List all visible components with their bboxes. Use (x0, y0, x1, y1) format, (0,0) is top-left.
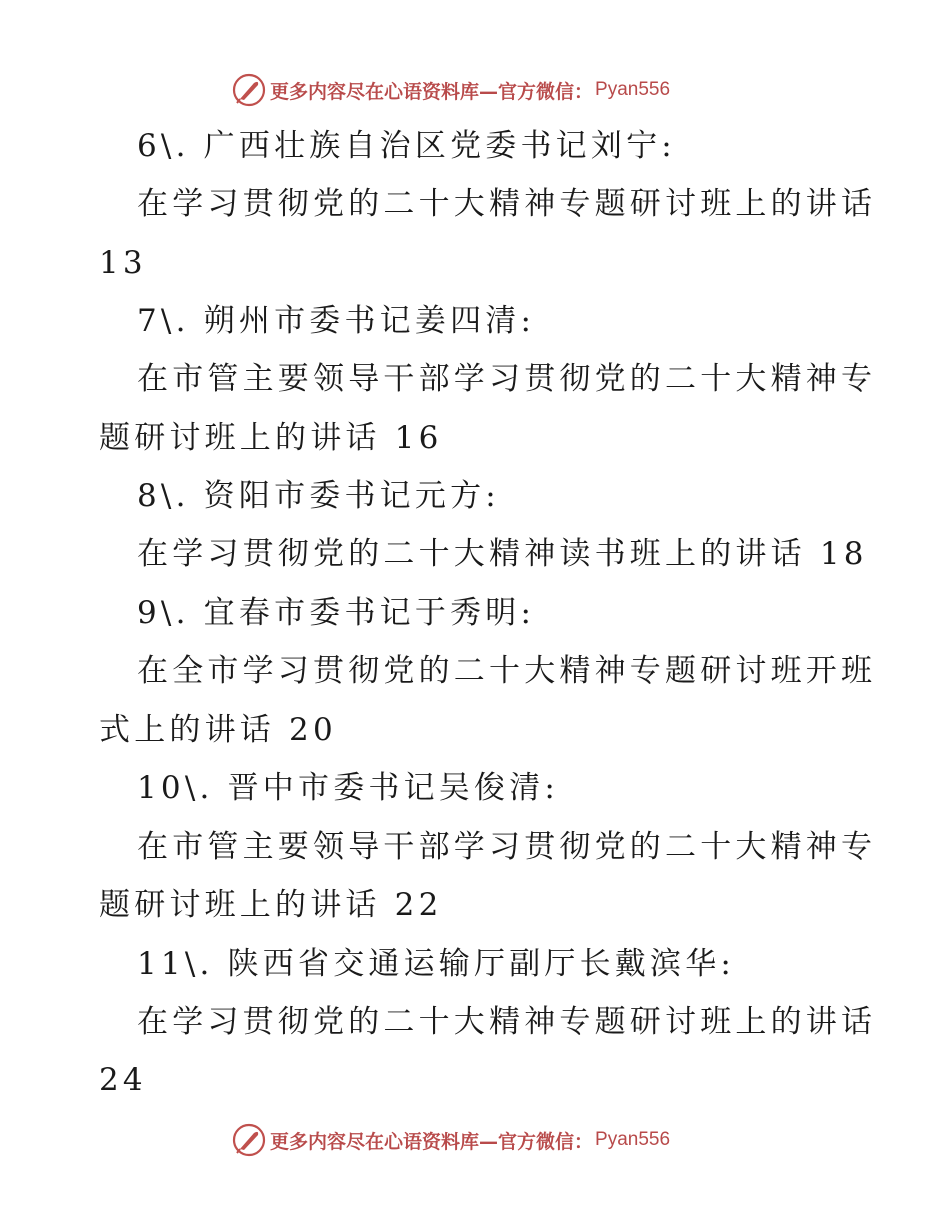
toc-entry-8-title: 8\. 资阳市委书记元方: (137, 478, 500, 514)
toc-entry-6-title: 6\. 广西壮族自治区党委书记刘宁: (137, 128, 676, 164)
watermark-wechat-id: Pyan556 (595, 1129, 671, 1150)
toc-entry-9-subtitle: 在全市学习贯彻党的二十大精神专题研讨班开班 (137, 653, 877, 689)
toc-entry-11-subtitle: 在学习贯彻党的二十大精神专题研讨班上的讲话 (137, 1004, 877, 1040)
toc-entry-9-subtitle-cont: 式上的讲话 20 (99, 712, 337, 748)
watermark-wechat-id: Pyan556 (595, 79, 671, 100)
quill-pen-icon (232, 1123, 266, 1157)
toc-entry-11-title: 11\. 陕西省交通运输厅副厅长戴滨华: (137, 946, 736, 982)
toc-entry-10-subtitle: 在市管主要领导干部学习贯彻党的二十大精神专 (137, 829, 877, 865)
toc-entry-9-title: 9\. 宜春市委书记于秀明: (137, 595, 536, 631)
toc-entry-6-page: 13 (99, 245, 147, 281)
footer-watermark (232, 1122, 670, 1158)
toc-entry-7-subtitle-cont: 题研讨班上的讲话 16 (99, 420, 443, 456)
toc-entry-10-subtitle-cont: 题研讨班上的讲话 22 (99, 887, 443, 923)
toc-entry-7-subtitle: 在市管主要领导干部学习贯彻党的二十大精神专 (137, 361, 877, 397)
header-watermark (232, 72, 670, 108)
quill-pen-icon (232, 73, 266, 107)
toc-entry-8-subtitle: 在学习贯彻党的二十大精神读书班上的讲话 18 (137, 536, 868, 572)
watermark-cn-text: 更多内容尽在心语资料库—官方微信： (270, 80, 594, 103)
toc-entry-11-page: 24 (99, 1062, 147, 1098)
watermark-cn-text: 更多内容尽在心语资料库—官方微信： (270, 1130, 594, 1153)
toc-entry-10-title: 10\. 晋中市委书记吴俊清: (137, 770, 560, 806)
toc-entry-6-subtitle: 在学习贯彻党的二十大精神专题研讨班上的讲话 (137, 186, 877, 222)
toc-entry-7-title: 7\. 朔州市委书记姜四清: (137, 303, 536, 339)
